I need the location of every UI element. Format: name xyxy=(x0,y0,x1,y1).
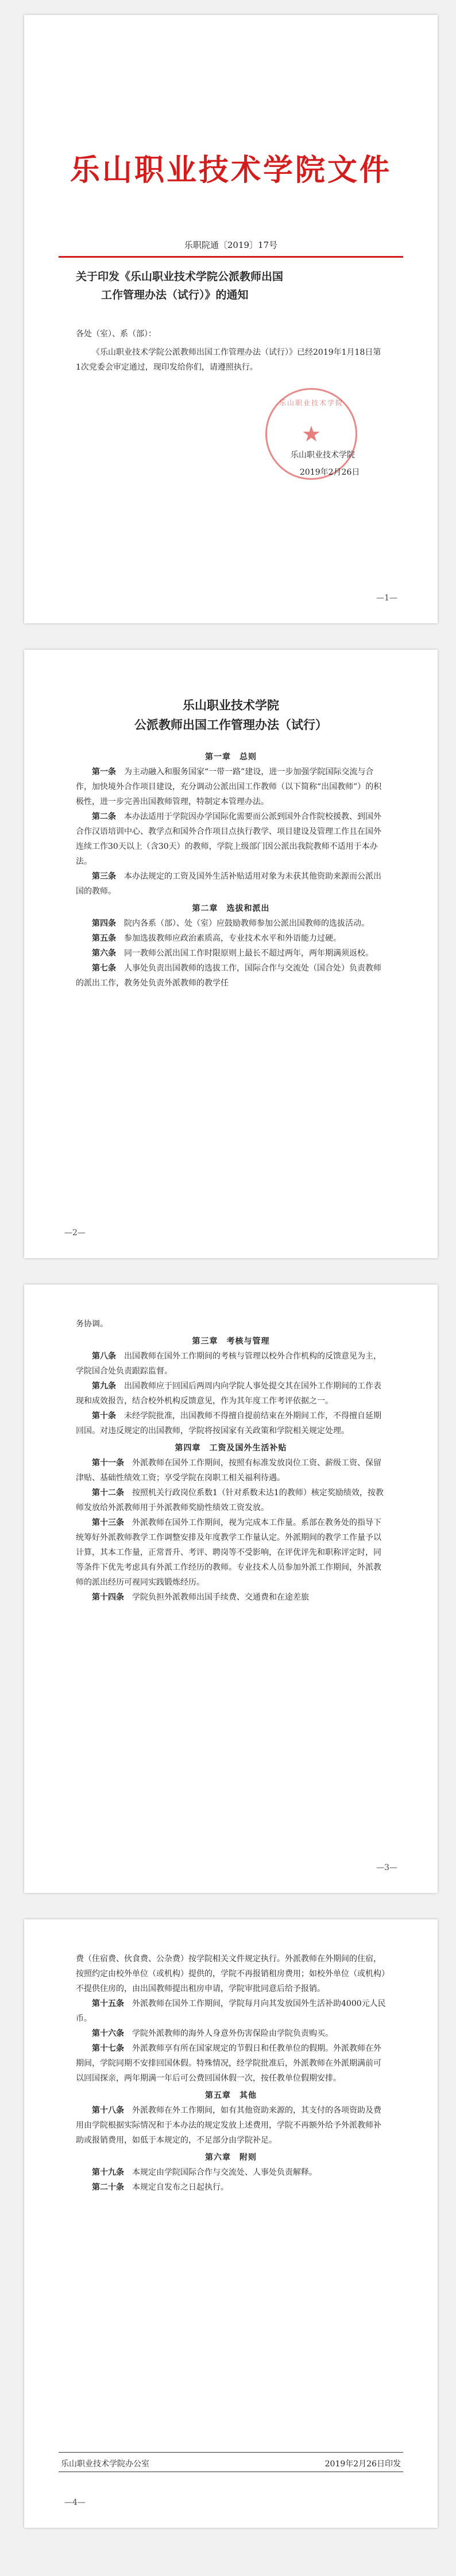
article-label: 第十条 xyxy=(92,1411,116,1421)
article-11 xyxy=(76,1456,386,1485)
article-label: 第十四条 xyxy=(92,1593,124,1602)
article-label: 第六条 xyxy=(92,949,116,958)
print-date: 2019年2月26日印发 xyxy=(324,2459,401,2469)
article-label: 第十五条 xyxy=(92,1999,124,2008)
article-2 xyxy=(76,809,386,869)
notice-body: 《乐山职业技术学院公派教师出国工作管理办法（试行）》已经2019年1月18日第1次党委会审定通过，现印发给你们，请遵照执行。 xyxy=(76,348,381,372)
issuing-office: 乐山职业技术学院办公室 xyxy=(61,2459,149,2469)
article-label: 第八条 xyxy=(92,1352,116,1361)
document-number: 乐职院通〔2019〕17号 xyxy=(184,240,278,250)
notice-title xyxy=(76,267,386,304)
article-label: 第二十条 xyxy=(92,2183,124,2192)
article-text: 本规定由学院国际合作与交流处、人事处负责解释。 xyxy=(132,2168,317,2177)
article-text: 按照机关行政岗位系数1（针对系数未达1的教师）核定奖励绩效，按教师发放给外派教师用于外派教师奖励性绩效工资发放。 xyxy=(76,1488,384,1512)
page-4 xyxy=(24,1919,438,2528)
article-label: 第十六条 xyxy=(92,2029,124,2038)
article-13 xyxy=(76,1515,386,1590)
page-2 xyxy=(24,650,438,1258)
article-label: 第三条 xyxy=(92,872,116,881)
chapter-heading: 第六章 附则 xyxy=(205,2153,257,2162)
article-17 xyxy=(76,2041,386,2086)
article-text: 本办法规定的工资及国外生活补贴适用对象为未获其他资助来源而公派出国的教师。 xyxy=(76,872,381,896)
article-label: 第二条 xyxy=(92,812,116,821)
article-4 xyxy=(76,916,386,931)
article-12 xyxy=(76,1485,386,1515)
article-label: 第十二条 xyxy=(92,1488,124,1498)
article-label: 第十九条 xyxy=(92,2168,124,2177)
article-text: 学院负担外派教师出国手续费、交通费和在途差旅 xyxy=(132,1593,309,1602)
red-divider xyxy=(59,256,403,258)
seal-ring-text: 乐山职业技术学院 xyxy=(279,399,343,407)
regulation-title xyxy=(24,696,438,735)
article-5 xyxy=(76,931,386,946)
article-text: 外派教师在国外工作期间，视为完成本工作量。系部在教务处的指导下统筹好外派教师教学工作调整安排及年度教学工作量认定。外派期间的教学工作量予以计算，其本工作量，正常晋升、考评、聘岗等不受影响，在评优评先和职称评定时，同等条件下优先考虑具有外派工作经历的教师。专业技术人员参加外派工作期间，外派教师的派出经历可视同实践锻炼经历。 xyxy=(76,1518,381,1587)
page-number: —4— xyxy=(64,2498,86,2507)
seal-star-icon: ★ xyxy=(301,421,322,447)
article-10 xyxy=(76,1409,386,1438)
chapter-heading: 第三章 考核与管理 xyxy=(192,1337,270,1346)
notice-title-line-2: 工作管理办法（试行）》的通知 xyxy=(101,289,249,301)
article-14 xyxy=(76,1590,386,1605)
page-3-content xyxy=(76,1317,386,1605)
article-text: 参加选拔教师应政治素质高，专业技术水平和外语能力过硬。 xyxy=(124,934,341,943)
article-20 xyxy=(76,2180,386,2195)
article-text: 同一教师公派出国工作时限原则上最长不超过两年，两年期满须返校。 xyxy=(124,949,373,958)
article-label: 第十七条 xyxy=(92,2044,124,2053)
article-text: 本办法适用于学院因办学国际化需要而公派到国外合作院校援教、到国外合作汉语培训中心、教学点和国外合作项目点执行教学、项目建设及管理工作且在国外连续工作30天以上（含30天）的教师，学院上级部门因公派出我院教师不适用于本办法。 xyxy=(76,812,381,866)
article-label: 第五条 xyxy=(92,934,116,943)
article-text: 外派教师在外工作期间，如有其他资助来源的，其支付的各项资助及费用由学院根据实际情况和于本办法的规定发放上述费用，学院不再额外给予外派教师补助或报销费用，如低于本规定的，不足部分由学院补足。 xyxy=(76,2106,381,2145)
page-3 xyxy=(24,1285,438,1893)
regulation-title-line-1: 乐山职业技术学院 xyxy=(183,698,279,712)
article-label: 第四条 xyxy=(92,919,116,928)
article-text: 为主动融入和服务国家“一带一路”建设，进一步加强学院国际交流与合作，加快境外合作项目建设，充分调动公派出国工作教师（以下简称“出国教师”）的积极性，进一步完善出国教师管理，特制定本管理办法。 xyxy=(76,767,382,806)
article-7 xyxy=(76,961,386,991)
article-label: 第十三条 xyxy=(92,1518,124,1527)
article-6 xyxy=(76,946,386,961)
notice-title-line-1: 关于印发《乐山职业技术学院公派教师出国 xyxy=(76,270,284,283)
continuation-text: 费（住宿费、伙食费、公杂费）按学院相关文件规定执行。外派教师在外期间的住宿，按照约定由校外单位（或机构）提供的，学院不再报销租房费用；如校外单位（或机构）不提供住房的，由出国教师提出租房申请，学院审批同意后给予报销。 xyxy=(76,1954,385,1993)
article-19 xyxy=(76,2165,386,2180)
regulation-title-line-2: 公派教师出国工作管理办法（试行） xyxy=(134,717,327,732)
article-text: 出国教师应于回国后两周内向学院人事处提交其在国外工作期间的工作表现和成效报告，结合校外机构反馈意见，作为其年度工作考评依据之一。 xyxy=(76,1382,381,1406)
article-3 xyxy=(76,869,386,899)
article-label: 第十一条 xyxy=(92,1458,124,1468)
page-2-content xyxy=(76,747,386,991)
chapter-heading: 第二章 选拔和派出 xyxy=(192,904,270,913)
chapter-heading: 第五章 其他 xyxy=(205,2091,257,2100)
page-number: —2— xyxy=(64,1228,86,1237)
article-text: 学院外派教师的海外人身意外伤害保险由学院负责购买。 xyxy=(132,2029,333,2038)
sign-date: 2019年2月26日 xyxy=(300,468,360,477)
article-9 xyxy=(76,1379,386,1409)
article-18 xyxy=(76,2103,386,2148)
page-number: —3— xyxy=(376,1863,397,1872)
article-16 xyxy=(76,2026,386,2041)
article-label: 第一条 xyxy=(92,767,116,777)
article-label: 第七条 xyxy=(92,964,116,973)
page-4-content xyxy=(76,1952,386,2195)
article-15 xyxy=(76,1996,386,2026)
continuation-text: 务协调。 xyxy=(76,1320,108,1329)
chapter-heading: 第四章 工资及国外生活补贴 xyxy=(175,1444,287,1453)
page-number: —1— xyxy=(376,593,397,603)
article-label: 第十八条 xyxy=(92,2106,124,2115)
page-1 xyxy=(24,15,438,623)
issuer: 乐山职业技术学院 xyxy=(291,451,355,460)
article-1 xyxy=(76,765,386,809)
article-text: 本规定自发布之日起执行。 xyxy=(132,2183,229,2192)
chapter-heading: 第一章 总则 xyxy=(205,752,257,762)
article-text: 院内各系（部）、处（室）应鼓励教师参加公派出国教师的选拔活动。 xyxy=(124,919,369,928)
footer-rule-top xyxy=(59,2452,403,2453)
article-text: 外派教师在国外工作期间，学院每月向其发放国外生活补助4000元人民币。 xyxy=(76,1999,386,2023)
article-text: 出国教师在国外工作期间的考核与管理以校外合作机构的反馈意见为主，学院国合处负责跟踪监督。 xyxy=(76,1352,381,1376)
article-text: 外派教师在国外工作期间，按照有标准发放岗位工资、薪级工资、保留津贴、基础性绩效工资；享受学院在岗职工相关福利待遇。 xyxy=(76,1458,381,1483)
article-8 xyxy=(76,1349,386,1379)
recipients: 各处（室）、系（部）： xyxy=(76,329,156,339)
article-text: 外派教师享有所在国家规定的节假日和任教单位的假期。外派教师在外期间，学院同期不安排回国休假。特殊情况，经学院批准后，外派教师在外派期满前可以回国探亲，两年期满一年后可公费回国休假一次，按任教单位假期安排。 xyxy=(76,2044,381,2083)
article-label: 第九条 xyxy=(92,1382,116,1391)
article-text: 未经学院批准，出国教师不得擅自提前结束在外期间工作，不得擅自延期回国。对违反规定的出国教师，学院将按国家有关政策和学院相关规定处理。 xyxy=(76,1411,381,1436)
article-text: 人事处负责出国教师的选拔工作，国际合作与交流处（国合处）负责教师的派出工作，教务处负责外派教师的教学任 xyxy=(76,964,381,988)
header-title: 乐山职业技术学院文件 xyxy=(69,153,392,188)
